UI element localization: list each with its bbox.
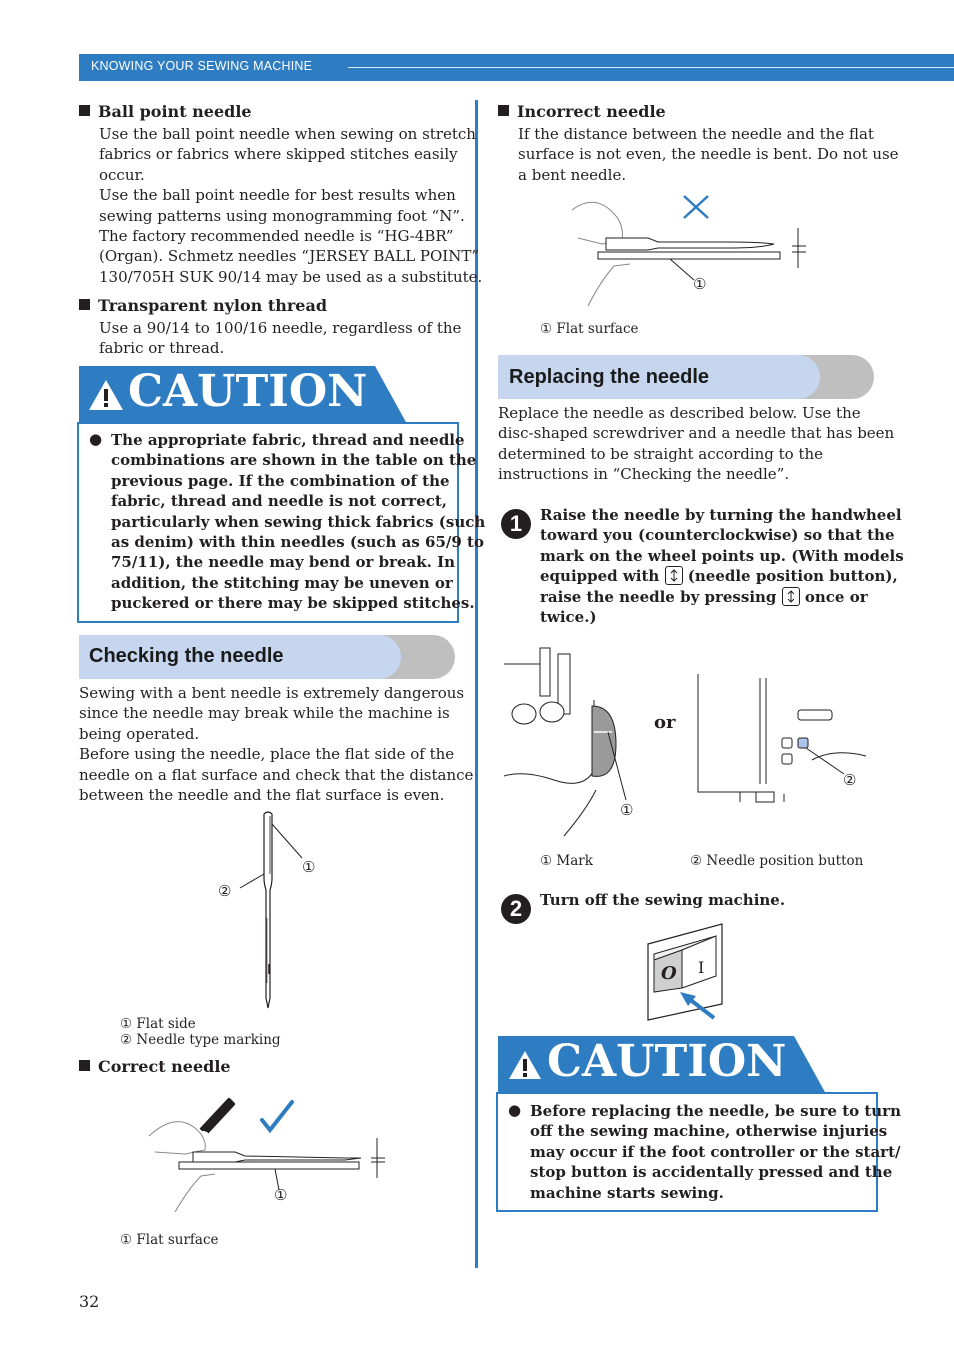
callout-incorrect-flat-surface: ① [693, 275, 707, 293]
page-number: 32 [79, 1292, 100, 1311]
caption-flat-side: ① Flat side [120, 1016, 196, 1032]
square-bullet-icon [79, 105, 90, 116]
square-bullet-icon [498, 105, 509, 116]
incorrect-needle-heading: Incorrect needle [498, 102, 666, 121]
replacing-needle-heading: Replacing the needle [509, 366, 710, 388]
panel-illustration [694, 674, 870, 810]
needle-illustration [230, 808, 330, 1013]
header-title: KNOWING YOUR SEWING MACHINE [91, 59, 313, 73]
step-1-badge: 1 [501, 509, 531, 539]
nylon-thread-text: Use a 90/14 to 100/16 needle, regardless of the fabric or thread. [99, 319, 462, 358]
caution-text-right: Before replacing the needle, be sure to turn off the sewing machine, otherwise injuries may occur if the foot controller or the start/ stop button is accidentally pressed and the machine starts sewing. [530, 1102, 901, 1202]
step-2-text: Turn off the sewing machine. [540, 891, 786, 909]
or-label: or [654, 712, 676, 733]
needle-position-icon [665, 566, 683, 585]
caption-incorrect-flat-surface: ① Flat surface [540, 321, 639, 337]
step-2-badge: 2 [501, 894, 531, 924]
square-bullet-icon [79, 1060, 90, 1071]
checking-needle-heading: Checking the needle [89, 645, 284, 667]
switch-off-label: O [661, 963, 677, 984]
callout-flat-side: ① [302, 858, 316, 876]
square-bullet-icon [79, 299, 90, 310]
callout-needle-position: ② [843, 771, 857, 789]
caution-bullet: ● [508, 1101, 522, 1119]
needle-position-icon [782, 587, 800, 606]
warning-triangle-icon [506, 1048, 544, 1082]
step-1-text: Raise the needle by turning the handwheel toward you (counterclockwise) so that the mark on the wheel points up. (With models equipped with (needle position button), raise the needle by pressing once or twice.) [540, 506, 904, 627]
replacing-needle-text: Replace the needle as described below. Use the disc-shaped screwdriver and a needle that has been determined to be straight according to the instructions in “Checking the needle”. [498, 404, 895, 484]
warning-triangle-fill [87, 378, 125, 412]
caution-text-left: The appropriate fabric, thread and needle combinations are shown in the table on the previous page. If the combination of the fabric, thread and needle is not correct, particularly when sewing thick fabrics (such as denim) with thin needles (such as 65/9 to 75/11), the needle may bend or break. In addition, the stitching may be uneven or puckered or there may be skipped stitches. [111, 431, 486, 613]
caution-bullet: ● [89, 430, 103, 448]
callout-mark: ① [620, 801, 634, 819]
checking-needle-text: Sewing with a bent needle is extremely dangerous since the needle may break while the machine is being operated. Before using the needle, place the flat side of the needle on a flat surface and check that the distance between the needle and the flat surface is even. [79, 684, 474, 805]
callout-needle-type: ② [218, 882, 232, 900]
callout-flat-surface: ① [274, 1186, 288, 1204]
nylon-thread-heading: Transparent nylon thread [79, 296, 327, 315]
caption-correct-flat-surface: ① Flat surface [120, 1232, 219, 1248]
correct-needle-heading: Correct needle [79, 1057, 231, 1076]
caption-needle-position-button: ② Needle position button [690, 853, 864, 869]
caution-title-left: CAUTION [128, 366, 368, 417]
switch-on-label: I [698, 958, 705, 977]
incorrect-needle-illustration [560, 190, 810, 320]
incorrect-needle-text: If the distance between the needle and the flat surface is not even, the needle is bent. Do not use a bent needle. [518, 125, 899, 184]
header-rule [348, 67, 954, 68]
caution-title-right: CAUTION [547, 1036, 787, 1087]
caption-mark: ① Mark [540, 853, 593, 869]
checkmark-icon [258, 1098, 298, 1134]
ball-point-text: Use the ball point needle when sewing on stretch fabrics or fabrics where skipped stitches easily occur. Use the ball point needle for best results when sewing patterns using monogramming foot “N”. The factory recommended needle is “HG-4BR” (Organ). Schmetz needles “JERSEY BALL POINT” 130/705H SUK 90/14 may be used as a substitute. [99, 125, 483, 286]
power-switch-illustration [640, 920, 730, 1026]
ball-point-heading: Ball point needle [79, 102, 252, 121]
caption-needle-type: ② Needle type marking [120, 1032, 281, 1048]
